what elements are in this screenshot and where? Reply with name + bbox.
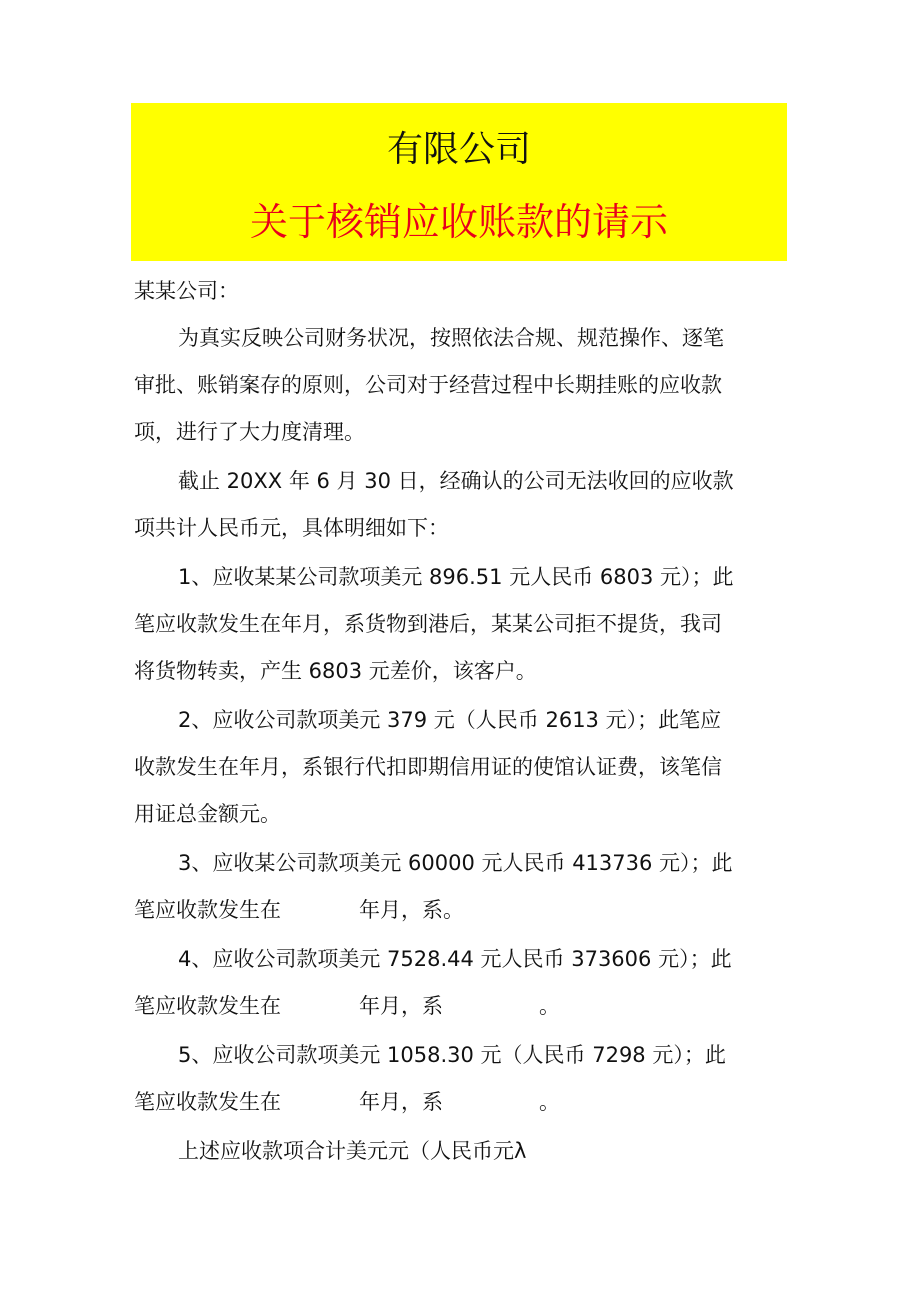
intro-line-1: 为真实反映公司财务状况，按照依法合规、规范操作、逐笔 <box>178 326 724 350</box>
salutation: 某某公司： <box>134 279 239 303</box>
item-3-line-1: 3、应收某公司款项美元 60000 元人民币 413736 元）；此 <box>178 851 733 875</box>
title-banner <box>131 103 787 261</box>
item-1-line-1: 1、应收某某公司款项美元 896.51 元人民币 6803 元）；此 <box>178 565 734 589</box>
item-3-line-2 <box>134 887 786 934</box>
item-1-line-3: 将货物转卖，产生 6803 元差价，该客户。 <box>134 659 537 683</box>
intro-line-2: 审批、账销案存的原则，公司对于经营过程中长期挂账的应收款 <box>134 373 722 397</box>
item-3-suffix: 年月，系。 <box>359 898 464 922</box>
intro-line-3: 项，进行了大力度清理。 <box>134 420 365 444</box>
item-1 <box>134 554 786 695</box>
item-3-prefix: 笔应收款发生在 <box>134 898 281 922</box>
summary-line-2: 项共计人民币元，具体明细如下： <box>134 516 449 540</box>
item-5-line-1: 5、应收公司款项美元 1058.30 元（人民币 7298 元）；此 <box>178 1043 726 1067</box>
summary-line-1: 截止 20XX 年 6 月 30 日，经确认的公司无法收回的应收款 <box>178 469 734 493</box>
item-2-line-3: 用证总金额元。 <box>134 802 281 826</box>
item-4-line-1: 4、应收公司款项美元 7528.44 元人民币 373606 元）；此 <box>178 947 732 971</box>
item-3 <box>134 840 786 934</box>
item-4-prefix: 笔应收款发生在 <box>134 994 281 1018</box>
document-title: 关于核销应收账款的请示 <box>249 200 668 244</box>
letter-body <box>134 268 786 1175</box>
item-4-middle: 年月，系 <box>359 994 443 1018</box>
item-5-end: 。 <box>539 1090 560 1114</box>
item-5-prefix: 笔应收款发生在 <box>134 1090 281 1114</box>
total-line: 上述应收款项合计美元元（人民币元λ <box>178 1139 527 1163</box>
intro-paragraph <box>134 315 786 456</box>
item-5-line-2 <box>134 1079 786 1126</box>
item-5 <box>134 1032 786 1126</box>
company-name: 有限公司 <box>386 129 531 170</box>
item-2 <box>134 697 786 838</box>
item-4-line-2 <box>134 983 786 1030</box>
item-2-line-2: 收款发生在年月，系银行代扣即期信用证的使馆认证费，该笔信 <box>134 755 722 779</box>
item-1-line-2: 笔应收款发生在年月，系货物到港后，某某公司拒不提货，我司 <box>134 612 722 636</box>
item-5-middle: 年月，系 <box>359 1090 443 1114</box>
item-2-line-1: 2、应收公司款项美元 379 元（人民币 2613 元）；此笔应 <box>178 708 722 732</box>
item-4 <box>134 936 786 1030</box>
summary-paragraph <box>134 458 786 552</box>
item-4-end: 。 <box>539 994 560 1018</box>
